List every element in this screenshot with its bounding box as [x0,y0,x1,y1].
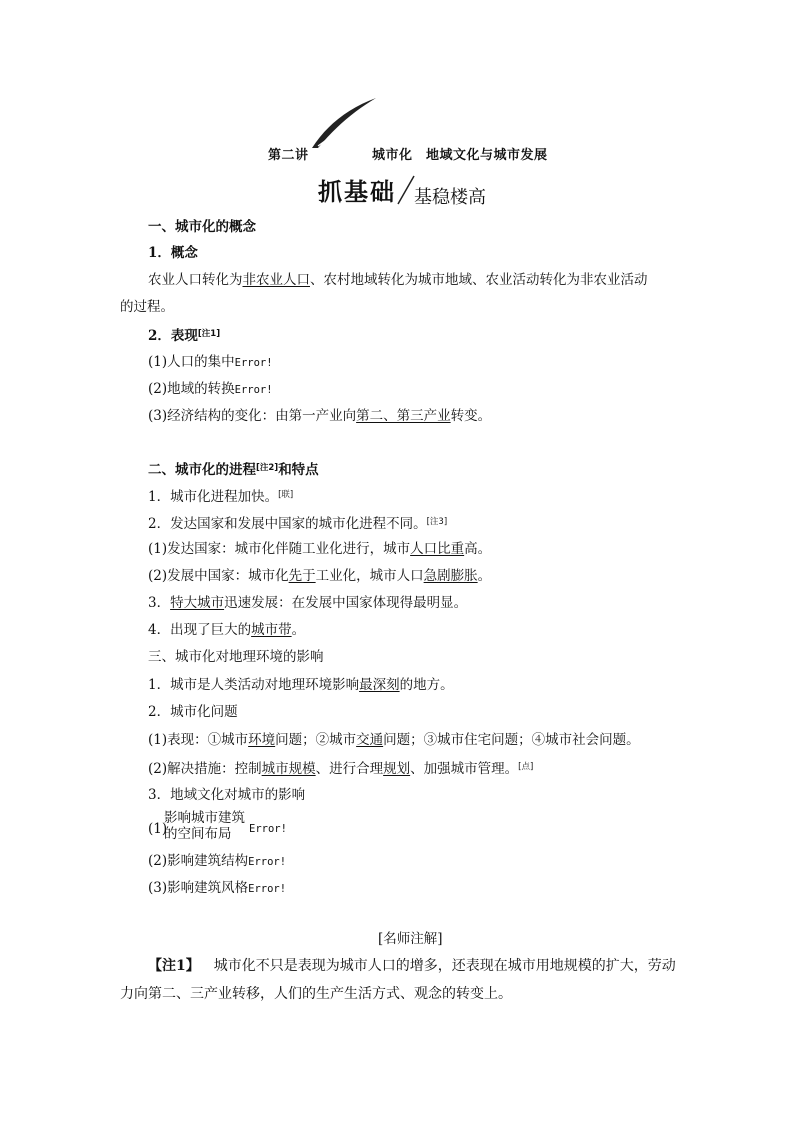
list-item: (1)人口的集中Error! [148,354,273,370]
stacked-text-bottom: 的空间布局 [164,826,232,842]
list-item: (2)发展中国家：城市化先于工业化，城市人口急剧膨胀。 [148,568,492,584]
section-1-sub2: 2．表现[注1] [148,328,221,344]
slash-divider-icon [396,174,416,206]
list-item: 1．城市是人类活动对地理环境影响最深刻的地方。 [148,677,454,693]
list-item: 2．城市化问题 [148,704,238,720]
banner-sub: 基稳楼高 [414,187,486,208]
para-definition-line2: 的过程。 [120,299,174,315]
list-item: 1．城市化进程加快。[联] [148,489,294,505]
page-title: 城市化 地域文化与城市发展 [372,148,548,163]
list-item: (1)表现：①城市环境问题；②城市交通问题；③城市住宅问题；④城市社会问题。 [148,732,640,748]
list-item: (2)影响建筑结构Error! [148,853,287,869]
section-1-heading: 一、城市化的概念 [148,219,256,235]
list-item: 3．地域文化对城市的影响 [148,787,306,803]
banner-main: 抓基础 [318,178,396,206]
error-text: Error! [249,823,287,835]
list-item: (3)影响建筑风格Error! [148,880,287,896]
list-item: (2)地域的转换Error! [148,381,273,397]
list-item: 2．发达国家和发展中国家的城市化进程不同。[注3] [148,516,448,532]
list-item: (3)经济结构的变化：由第一产业向第二、第三产业转变。 [148,408,492,424]
note-1-line2: 力向第二、三产业转移，人们的生产生活方式、观念的转变上。 [120,986,512,1002]
section-2-heading: 二、城市化的进程[注2]和特点 [148,462,319,478]
lecture-number: 第二讲 [268,148,309,163]
list-item: (2)解决措施：控制城市规模、进行合理规划、加强城市管理。[点] [148,761,534,777]
list-item: (1)发达国家：城市化伴随工业化进行，城市人口比重高。 [148,541,492,557]
notes-heading: [名师注解] [378,931,443,947]
stacked-text-top: 影响城市建筑 [164,810,245,826]
list-item: 3．特大城市迅速发展：在发展中国家体现得最明显。 [148,595,468,611]
list-item: 4．出现了巨大的城市带。 [148,622,306,638]
swoosh-logo-icon [308,96,380,152]
list-item-number: (1) [148,821,168,837]
section-3-heading: 三、城市化对地理环境的影响 [148,649,324,665]
para-definition-line1: 农业人口转化为非农业人口、农村地域转化为城市地域、农业活动转化为非农业活动 [148,272,648,288]
section-1-sub1: 1．概念 [148,245,198,261]
note-1-line1: 【注1】 城市化不只是表现为城市人口的增多，还表现在城市用地规模的扩大，劳动 [148,958,676,974]
